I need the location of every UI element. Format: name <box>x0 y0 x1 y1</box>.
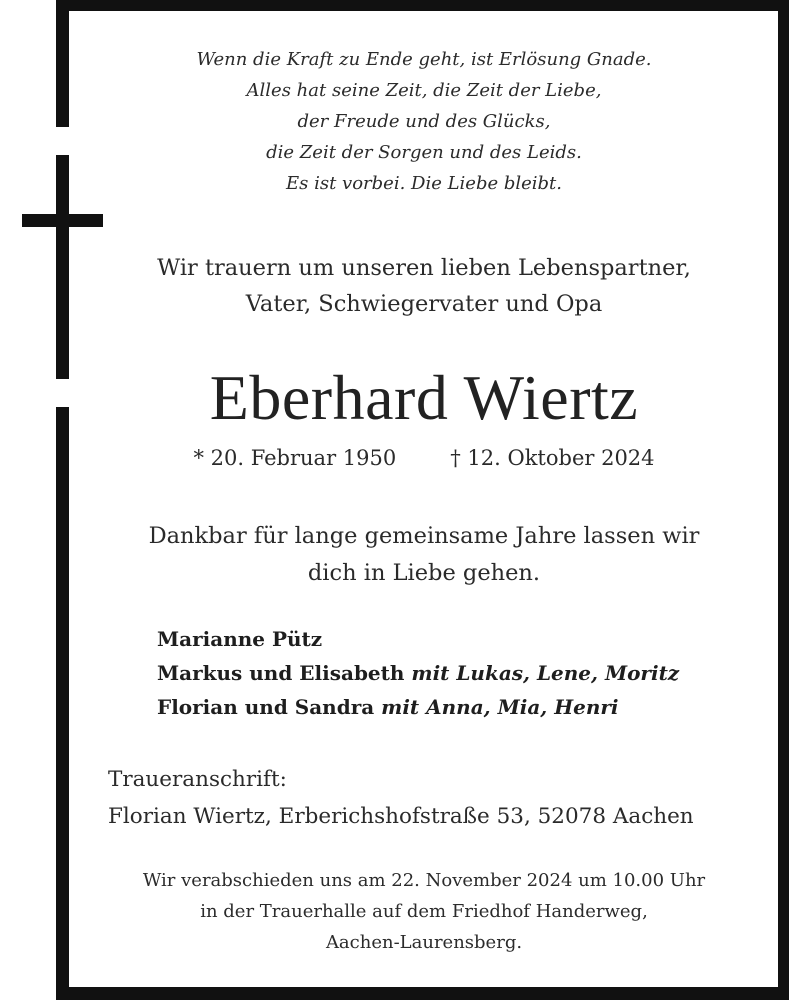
family-children: mit Anna, Mia, Henri <box>381 695 619 719</box>
frame-right-border <box>778 0 789 1000</box>
frame-left-border-lower <box>56 407 69 1000</box>
family-names: Florian und Sandra <box>157 695 375 719</box>
address-label: Traueranschrift: <box>108 767 287 792</box>
birth-date: * 20. Februar 1950 <box>193 446 397 470</box>
cross-vertical-beam <box>56 155 69 379</box>
poem <box>80 44 768 199</box>
thanks-text <box>80 518 768 592</box>
farewell-notice <box>80 865 768 958</box>
farewell-line: Wir verabschieden uns am 22. November 2024 um 10.00 Uhr <box>142 870 706 891</box>
poem-line: Wenn die Kraft zu Ende geht, ist Erlösung Gnade. <box>196 49 652 70</box>
cross-horizontal-beam <box>22 214 103 227</box>
family-list <box>157 622 679 724</box>
life-dates <box>80 442 768 474</box>
family-entry <box>157 690 679 724</box>
deceased-name: Eberhard Wiertz <box>209 362 639 433</box>
family-names: Marianne Pütz <box>157 627 323 651</box>
intro-line: Wir trauern um unseren lieben Lebenspartner, <box>157 255 691 281</box>
poem-line: die Zeit der Sorgen und des Leids. <box>266 142 582 163</box>
farewell-line: in der Trauerhalle auf dem Friedhof Handerweg, <box>200 901 648 922</box>
intro-line: Vater, Schwiegervater und Opa <box>245 291 603 317</box>
address-line: Florian Wiertz, Erberichshofstraße 53, 52078 Aachen <box>108 804 694 829</box>
family-entry <box>157 622 679 656</box>
thanks-line: dich in Liebe gehen. <box>307 560 541 586</box>
poem-line: der Freude und des Glücks, <box>297 111 551 132</box>
mourning-intro <box>80 250 768 322</box>
frame-bottom-border <box>56 987 789 1000</box>
thanks-line: Dankbar für lange gemeinsame Jahre lassen wir <box>148 523 700 549</box>
death-date: † 12. Oktober 2024 <box>450 446 655 470</box>
frame-top-border <box>56 0 789 11</box>
family-children: mit Lukas, Lene, Moritz <box>411 661 680 685</box>
poem-line: Es ist vorbei. Die Liebe bleibt. <box>285 173 563 194</box>
family-names: Markus und Elisabeth <box>157 661 405 685</box>
mourning-address <box>108 761 694 835</box>
family-entry <box>157 656 679 690</box>
frame-left-border-upper <box>56 0 69 127</box>
poem-line: Alles hat seine Zeit, die Zeit der Liebe, <box>246 80 602 101</box>
farewell-line: Aachen-Laurensberg. <box>325 932 523 953</box>
